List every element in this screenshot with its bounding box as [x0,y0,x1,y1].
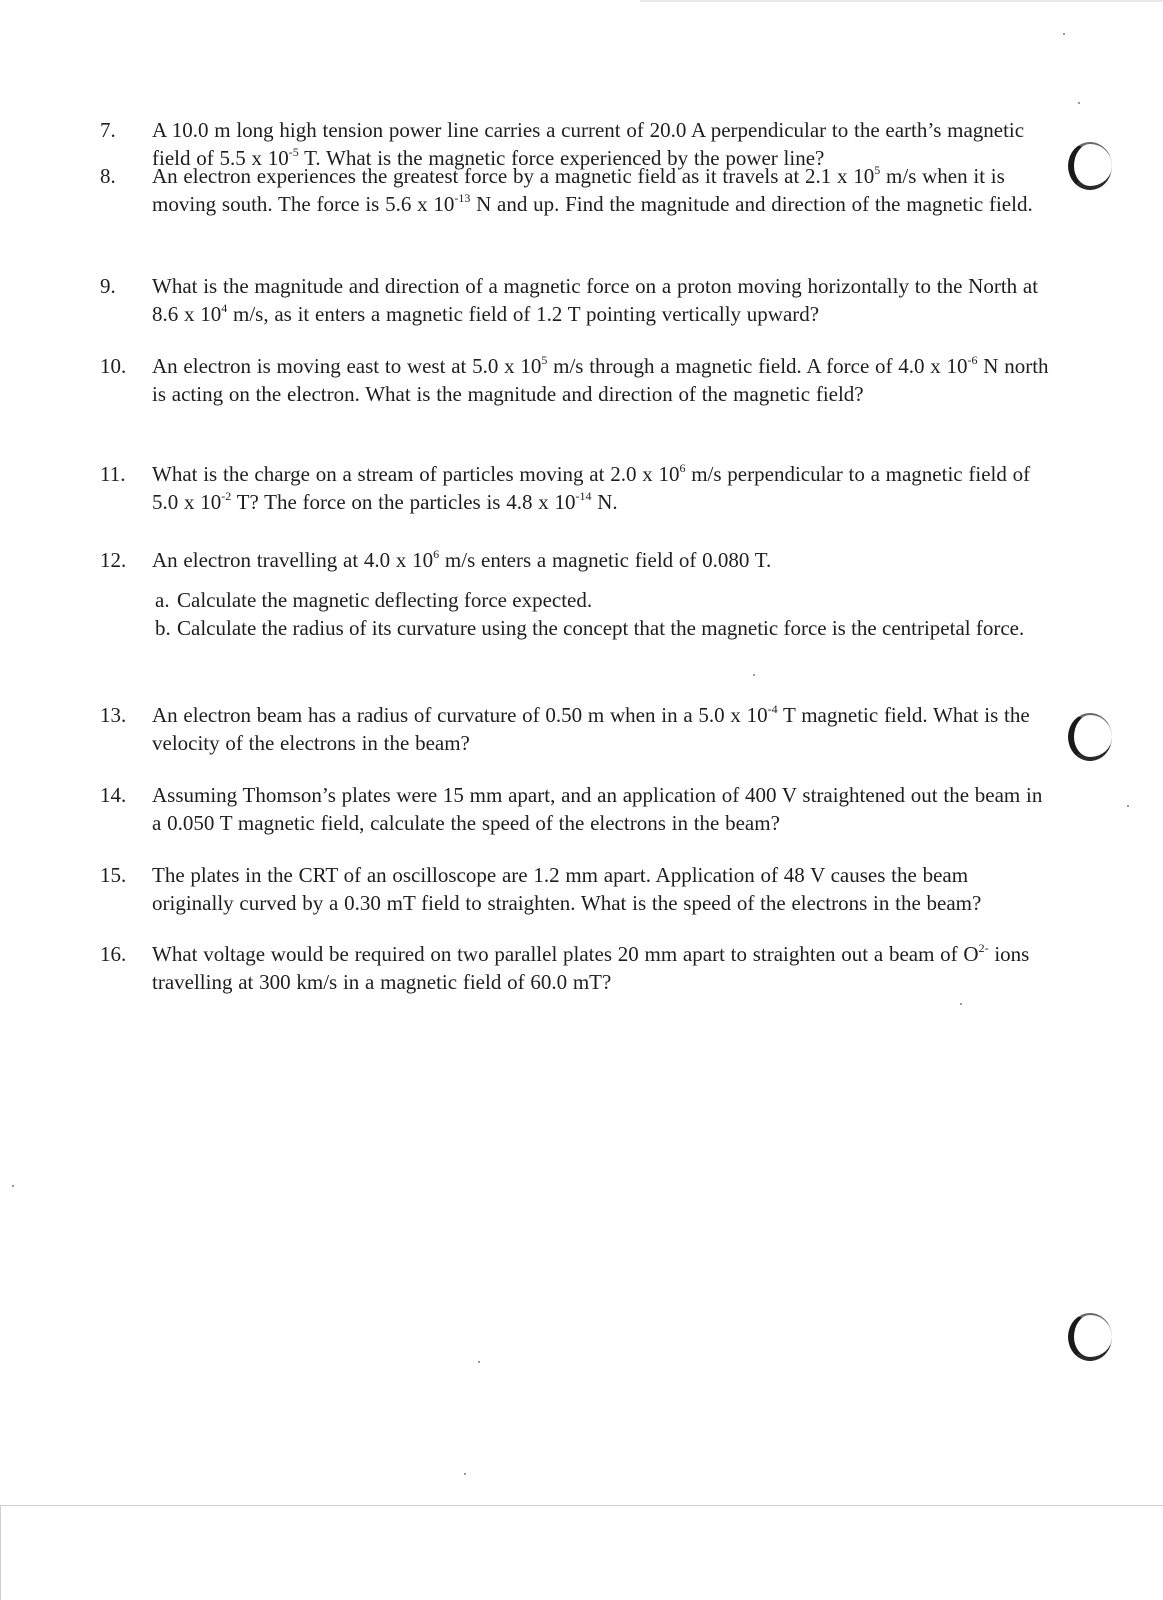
question-text: What voltage would be required on two parallel plates 20 mm apart to straighten out a beam of $O^{2-}$ ions travelling at 300 km/s in a magnetic field of 60.0 mT? [152,941,1030,994]
scan-speck [12,1185,14,1187]
question-number: 11. [100,462,126,486]
question-text: What is the magnitude and direction of a magnetic force on a proton moving horizontally to the North at 8.6 x $10^4$ m/s, as it enters a magnetic field of 1.2 T pointing vertically upward? [152,274,1039,326]
scan-speck [1063,33,1065,35]
question-15 [100,861,1050,917]
binder-hole-middle [1068,713,1112,761]
binder-hole-top [1068,142,1112,190]
binder-hole-bottom [1068,1313,1112,1361]
question-text: An electron travelling at 4.0 x $10^6$ m/s enters a magnetic field of 0.080 T. [152,547,772,572]
scan-speck [753,674,755,676]
question-number: 16. [100,942,127,966]
question-10 [100,352,1050,408]
question-text: An electron is moving east to west at 5.0 x $10^5$ m/s through a magnetic field. A force of 4.0 x $10^{-6}$ N north is acting on the electron. What is the magnitude and direction of the magnetic field? [152,353,1049,406]
question-number: 14. [100,783,127,807]
subpart-text: Calculate the radius of its curvature using the concept that the magnetic force is the centripetal force. [177,616,1025,640]
subpart-label: a. [155,588,170,612]
scan-speck [464,1473,466,1475]
scan-edge-left [0,1506,1,1600]
question-16 [100,940,1050,996]
question-number: 10. [100,354,127,378]
question-text: An electron beam has a radius of curvature of 0.50 m when in a 5.0 x $10^{-4}$ T magnetic field. What is the velocity of the electrons in the beam? [152,702,1030,755]
question-text: The plates in the CRT of an oscilloscope are 1.2 mm apart. Application of 48 V causes the beam originally curved by a 0.30 mT field to straighten. What is the speed of the electrons in the beam? [152,863,982,915]
question-8 [100,162,1050,218]
subpart-a [155,586,1050,614]
question-13 [100,701,1050,757]
scan-edge-top [640,0,1163,2]
question-14 [100,781,1050,837]
scan-speck [1127,805,1129,807]
question-text: A 10.0 m long high tension power line carries a current of 20.0 A perpendicular to the earth’s magnetic field of 5.5 x $10^{-5}$ T. What is the magnetic force experienced by the power line? [152,118,1025,170]
question-number: 13. [100,703,127,727]
scan-edge-bottom [0,1505,1163,1506]
question-text: What is the charge on a stream of particles moving at 2.0 x $10^6$ m/s perpendicular to a magnetic field of 5.0 x $10^{-2}$ T? The force on the particles is 4.8 x $10^{-14}$ N. [152,461,1031,514]
question-9 [100,272,1050,328]
subpart-text: Calculate the magnetic deflecting force expected. [177,588,593,612]
question-number: 15. [100,863,127,887]
scan-speck [960,1003,962,1005]
scan-speck [478,1361,480,1363]
subpart-label: b. [155,616,171,640]
question-12 [100,546,1050,642]
question-text: Assuming Thomson’s plates were 15 mm apart, and an application of 400 V straightened out the beam in a 0.050 T magnetic field, calculate the speed of the electrons in the beam? [152,783,1043,835]
question-12-subparts [155,586,1050,642]
question-text: An electron experiences the greatest force by a magnetic field as it travels at 2.1 x $10^5$ m/s when it is moving south. The force is 5.6 x $10^{-13}$ N and up. Find the magnitude and direction of the magnetic field. [152,163,1033,216]
subpart-b [155,614,1050,642]
question-11 [100,460,1050,516]
question-number: 12. [100,548,127,572]
question-number: 7. [100,118,116,142]
question-number: 9. [100,274,116,298]
question-number: 8. [100,164,116,188]
scan-speck [1078,102,1080,104]
